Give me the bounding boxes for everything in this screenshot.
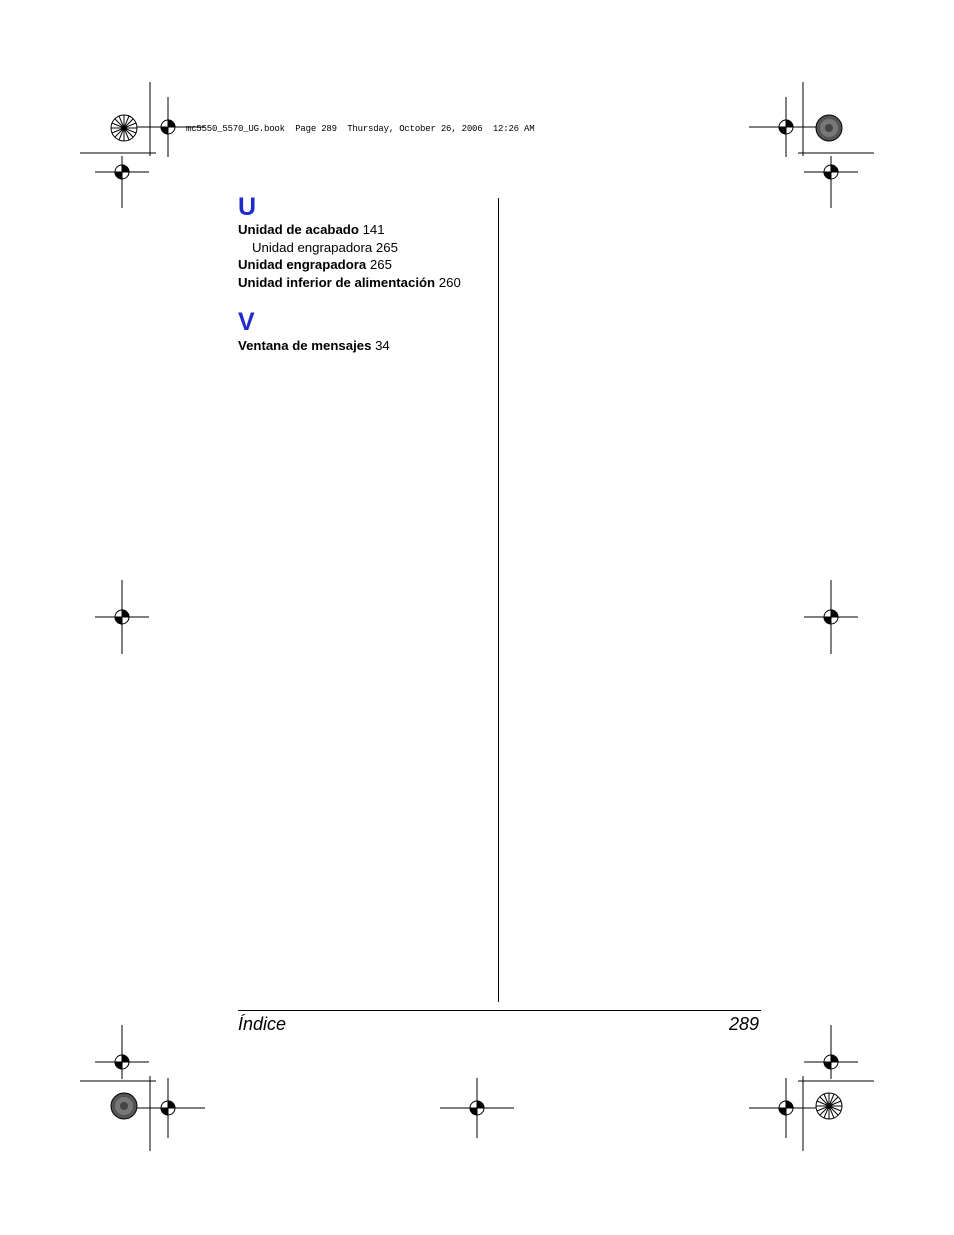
crosshair-icon [804,1025,858,1079]
index-entry [238,337,390,355]
print-header: mc5550_5570_UG.book Page 289 Thursday, October 26, 2006 12:26 AM [186,124,535,134]
index-term: Unidad engrapadora [238,257,367,272]
index-term: Unidad de acabado [238,222,359,237]
index-page: 265 [369,257,392,272]
crosshair-icon [95,156,149,208]
index-entry [238,221,461,239]
section-letter-u: U [238,193,257,221]
crosshair-icon [749,97,823,157]
index-term: Ventana de mensajes [238,338,372,353]
crosshair-icon [749,1078,823,1138]
crosshair-icon [440,1078,514,1138]
starburst-icon [816,1093,842,1119]
index-page: 34 [375,338,390,353]
starburst-icon [111,1093,137,1119]
index-list-v [238,337,390,355]
page-number: 289 [729,1014,760,1034]
starburst-icon [816,115,842,141]
column-divider [498,198,499,1002]
crosshair-icon [804,580,858,654]
crosshair-icon [804,156,858,208]
crosshair-icon [95,580,149,654]
index-subentry [238,239,461,257]
index-entry [238,256,461,274]
crop-lines [80,82,874,1151]
index-term: Unidad inferior de alimentación [238,274,436,290]
section-letter-v: V [238,308,255,336]
crosshair-icon [95,1025,149,1079]
index-term: Unidad engrapadora [252,239,373,255]
crosshair-icon [131,1078,205,1138]
index-list-u [238,221,461,291]
index-entry [238,274,461,292]
index-page: 260 [438,274,461,290]
starburst-icon [111,115,137,141]
index-page: 141 [362,222,385,237]
footer-title: Índice [238,1014,287,1034]
footer-rule [238,1010,761,1011]
index-page: 265 [375,239,398,255]
